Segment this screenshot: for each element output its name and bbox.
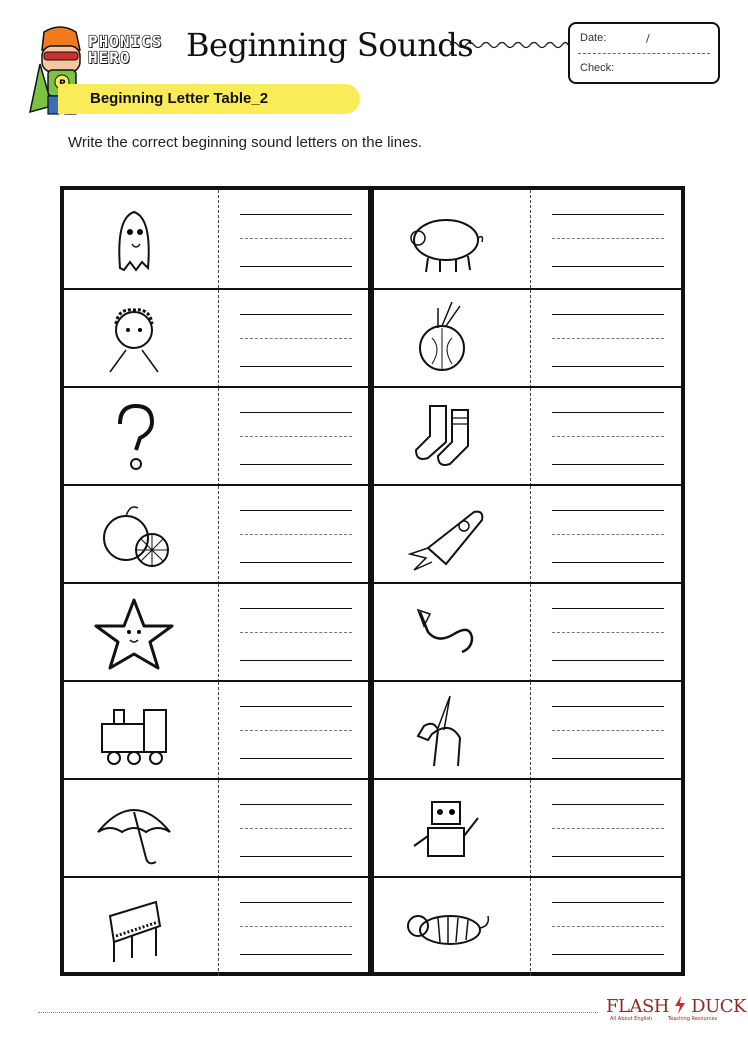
ghost-drawing: [86, 198, 182, 280]
writing-line-mid[interactable]: [552, 338, 664, 339]
worksheet-row: [60, 778, 685, 878]
robot-drawing: [398, 788, 494, 870]
worksheet-row: [60, 386, 685, 486]
picture-writing-separator: [530, 290, 531, 388]
instructions: Write the correct beginning sound letters on the lines.: [68, 134, 423, 151]
writing-line-base[interactable]: [552, 562, 664, 563]
picture-writing-separator: [530, 190, 531, 288]
writing-line-top[interactable]: [240, 608, 352, 609]
writing-line-base[interactable]: [240, 758, 352, 759]
writing-line-base[interactable]: [240, 562, 352, 563]
picture-writing-separator: [530, 486, 531, 584]
writing-line-base[interactable]: [552, 856, 664, 857]
check-label: Check:: [580, 62, 615, 74]
tiger-drawing: [398, 886, 494, 968]
date-label: Date:: [580, 32, 607, 44]
writing-line-top[interactable]: [240, 902, 352, 903]
writing-line-base[interactable]: [240, 856, 352, 857]
writing-line-top[interactable]: [552, 706, 664, 707]
page-title: Beginning Sounds: [186, 26, 474, 64]
writing-line-mid[interactable]: [552, 926, 664, 927]
footer-dotted-line: [38, 1012, 598, 1013]
writing-line-mid[interactable]: [552, 632, 664, 633]
brand-line-1: PHONICS: [88, 32, 163, 51]
logo-tagline-left: All About English: [610, 1016, 653, 1022]
writing-line-top[interactable]: [552, 214, 664, 215]
writing-line-mid[interactable]: [552, 436, 664, 437]
writing-line-mid[interactable]: [552, 828, 664, 829]
decorative-squiggle: [450, 38, 568, 52]
flashduck-logo: [606, 996, 746, 1022]
orange-drawing: [86, 494, 182, 576]
writing-line-base[interactable]: [552, 954, 664, 955]
writing-line-top[interactable]: [240, 314, 352, 315]
writing-line-mid[interactable]: [240, 926, 352, 927]
question-mark-drawing: [86, 396, 182, 478]
writing-line-top[interactable]: [552, 510, 664, 511]
writing-line-top[interactable]: [240, 214, 352, 215]
logo-tagline-right: Teaching Resources: [668, 1016, 718, 1022]
phonics-hero-logo: [88, 34, 180, 74]
lightning-icon: [674, 996, 686, 1014]
picture-writing-separator: [530, 878, 531, 976]
subtitle-banner: [58, 84, 360, 114]
writing-line-base[interactable]: [552, 366, 664, 367]
writing-line-top[interactable]: [240, 412, 352, 413]
writing-line-base[interactable]: [552, 464, 664, 465]
writing-line-base[interactable]: [552, 660, 664, 661]
writing-line-top[interactable]: [240, 804, 352, 805]
writing-line-top[interactable]: [240, 510, 352, 511]
worksheet-row: [60, 190, 685, 288]
writing-line-base[interactable]: [240, 464, 352, 465]
pig-drawing: [398, 198, 494, 280]
picture-writing-separator: [530, 584, 531, 682]
snake-drawing: [398, 592, 494, 674]
logo-flash: FLASH: [606, 996, 669, 1017]
writing-line-mid[interactable]: [240, 828, 352, 829]
writing-line-mid[interactable]: [552, 730, 664, 731]
writing-line-base[interactable]: [552, 266, 664, 267]
date-check-box: [568, 22, 720, 84]
picture-writing-separator: [218, 584, 219, 682]
picture-writing-separator: [218, 388, 219, 486]
writing-line-mid[interactable]: [240, 534, 352, 535]
picture-writing-separator: [218, 878, 219, 976]
onion-drawing: [398, 298, 494, 380]
worksheet-row: [60, 582, 685, 682]
worksheet-row: [60, 680, 685, 780]
writing-line-top[interactable]: [240, 706, 352, 707]
writing-line-mid[interactable]: [240, 238, 352, 239]
rocket-drawing: [398, 494, 494, 576]
umbrella-drawing: [86, 788, 182, 870]
logo-duck: DUCK: [691, 996, 746, 1017]
subtitle-text: Beginning Letter Table_2: [90, 90, 269, 107]
writing-line-mid[interactable]: [552, 238, 664, 239]
star-drawing: [86, 592, 182, 674]
writing-line-base[interactable]: [240, 266, 352, 267]
writing-line-mid[interactable]: [240, 632, 352, 633]
writing-line-top[interactable]: [552, 412, 664, 413]
picture-writing-separator: [218, 780, 219, 878]
worksheet-row: [60, 288, 685, 388]
picture-writing-separator: [218, 190, 219, 288]
worksheet-row: [60, 876, 685, 976]
writing-line-top[interactable]: [552, 902, 664, 903]
writing-line-base[interactable]: [552, 758, 664, 759]
train-drawing: [86, 690, 182, 772]
piano-drawing: [86, 886, 182, 968]
writing-line-top[interactable]: [552, 804, 664, 805]
writing-line-top[interactable]: [552, 608, 664, 609]
picture-writing-separator: [218, 290, 219, 388]
writing-line-base[interactable]: [240, 660, 352, 661]
picture-writing-separator: [530, 682, 531, 780]
writing-line-top[interactable]: [552, 314, 664, 315]
writing-line-mid[interactable]: [240, 730, 352, 731]
picture-writing-separator: [218, 486, 219, 584]
picture-writing-separator: [218, 682, 219, 780]
date-slash: /: [646, 32, 650, 45]
picture-writing-separator: [530, 780, 531, 878]
worksheet-row: [60, 484, 685, 584]
unicorn-drawing: [398, 690, 494, 772]
date-check-divider: [578, 53, 710, 54]
writing-line-base[interactable]: [240, 366, 352, 367]
writing-line-mid[interactable]: [240, 338, 352, 339]
socks-drawing: [398, 396, 494, 478]
brand-line-2: HERO: [88, 48, 131, 67]
writing-line-mid[interactable]: [552, 534, 664, 535]
queen-face-drawing: [86, 298, 182, 380]
picture-writing-separator: [530, 388, 531, 486]
writing-line-base[interactable]: [240, 954, 352, 955]
writing-line-mid[interactable]: [240, 436, 352, 437]
